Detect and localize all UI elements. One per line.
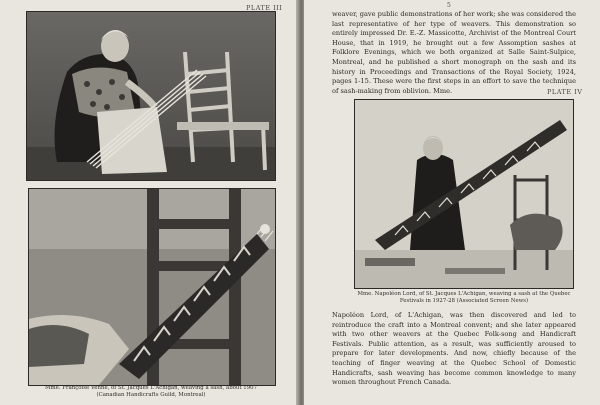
paragraph-bottom [332, 311, 576, 388]
paragraph-bottom-text: Napoléon Lord, of L'Achigan, was then discovered and led to reintroduce the craft into a Montreal convent; and she later appeared with two other weavers at the Quebec Folk-song and Handicraft Festivals. Public attention, as a result, was sufficiently aroused to prepare for later developments. And now, chiefly because of the teaching of finger weaving at the Quebec School of Domestic Handicrafts, sash weaving has become common knowledge to many women throughout French Canada. [332, 311, 576, 387]
photo-woman-weaving-top-image [27, 12, 275, 180]
photo-sash-closeup-image [29, 189, 275, 385]
photo-woman-weaving-top [26, 11, 276, 181]
caption-plate-iii-line2: (Canadian Handicrafts Guild, Montreal) [96, 392, 206, 398]
caption-plate-iv-line1: Mme. Napoléon Lord, of St. Jacques L'Achigan, weaving a sash at the Quebec [357, 291, 571, 297]
caption-plate-iv-line2: Festivals in 1927-28 (Associated Screen News) [399, 298, 529, 304]
caption-plate-iii [26, 385, 276, 399]
paragraph-top [332, 10, 576, 96]
plate-label-iii: PLATE III [246, 4, 283, 12]
page-number: 5 [447, 2, 451, 9]
right-page [304, 0, 600, 405]
photo-woman-weaving-festival-image [355, 100, 573, 288]
photo-woman-weaving-festival [354, 99, 574, 289]
caption-plate-iv [340, 291, 588, 305]
paragraph-top-text: weaver, gave public demonstrations of her work; she was considered the last representative of her type of weavers. This demonstration so entirely impressed Dr. E.-Z. Massicotte, Archivist of the Montreal Court House, that in 1919, he brought out a few Assomption sashes at Folklore Evenings, which we both organized at Salle Saint-Sulpice, Montreal, and he published a short monograph on the sash and its history in Proceedings and Transactions of the Royal Society, 1924, pages 1-15. These were the first steps in an effort to save the technique of sash-making from oblivion. Mme. [332, 10, 576, 95]
caption-plate-iii-line1: Mme. Françoise Venne, of St. Jacques L'Achigan, weaving a sash, about 1907 [45, 385, 257, 391]
plate-label-iv: PLATE IV [547, 88, 583, 96]
photo-sash-closeup [28, 188, 276, 386]
